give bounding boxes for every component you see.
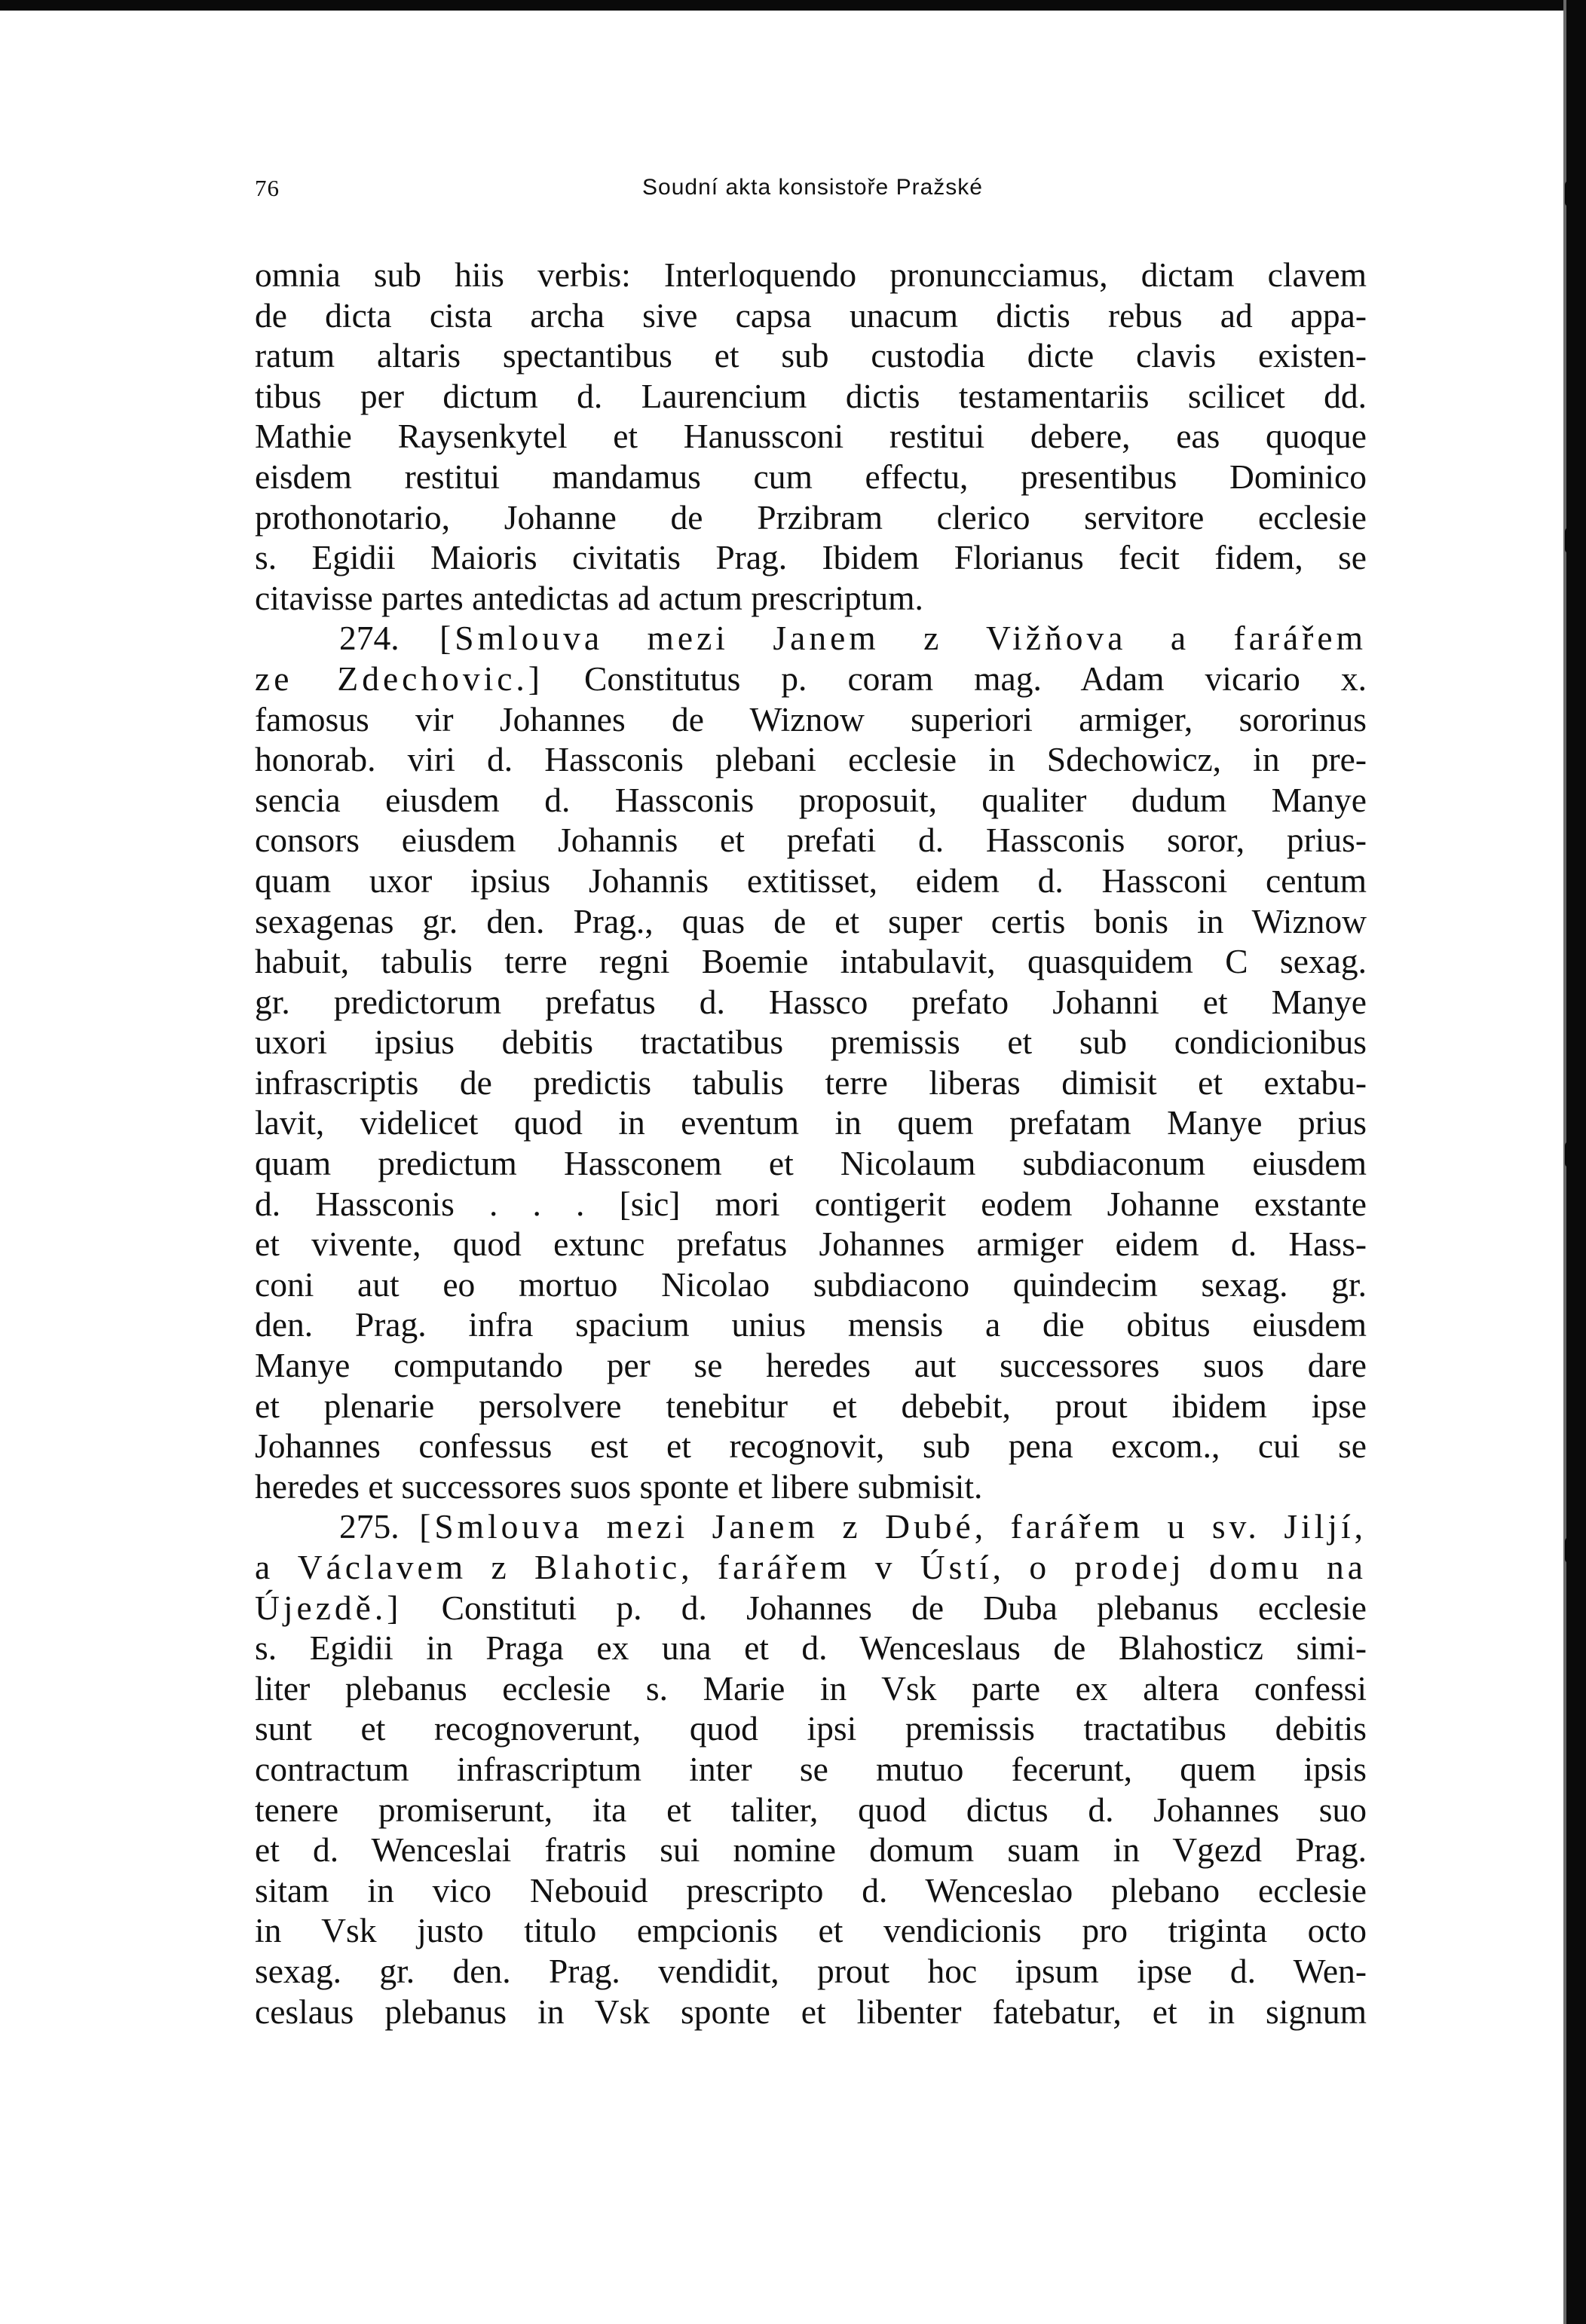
entry-text: Constitutus p. coram mag. Adam vicario x.: [583, 659, 1367, 698]
entry-heading-274: [255, 618, 1367, 659]
text-line: contractum infrascriptum inter se mutuo fecerunt, quem ipsis: [255, 1749, 1367, 1788]
binding-mark: [1565, 1142, 1572, 1167]
entry-number: 274.: [339, 619, 400, 658]
text-line: citavisse partes antedictas ad actum prescriptum.: [255, 578, 923, 617]
text-line: habuit, tabulis terre regni Boemie intabulavit, quasquidem C sexag.: [255, 942, 1367, 981]
scan-border-top: [0, 0, 1586, 11]
entry-heading-274-cont: [255, 659, 1367, 699]
entry-title: a Václavem z Blahotic, farářem v Ústí, o prodej domu na: [255, 1548, 1367, 1586]
entry-heading-275-end: [255, 1588, 1367, 1628]
text-line: coni aut eo mortuo Nicolao subdiacono quindecim sexag. gr.: [255, 1264, 1367, 1304]
text-line: uxori ipsius debitis tractatibus premissis et sub condicionibus: [255, 1023, 1367, 1062]
entry-text: Constituti p. d. Johannes de Duba plebanus ecclesie: [441, 1588, 1367, 1627]
text-line: gr. predictorum prefatus d. Hassco prefato Johanni et Manye: [255, 982, 1367, 1021]
text-line: in Vsk justo titulo empcionis et vendicionis pro triginta octo: [255, 1911, 1367, 1950]
text-line: sexag. gr. den. Prag. vendidit, prout hoc ipsum ipse d. Wen-: [255, 1951, 1367, 1990]
text-line: quam predictum Hassconem et Nicolaum subdiaconum eiusdem: [255, 1144, 1367, 1183]
text-line: Mathie Raysenkytel et Hanussconi restitui debere, eas quoque: [255, 417, 1367, 456]
text-line: s. Egidii in Praga ex una et d. Wenceslaus de Blahosticz simi-: [255, 1628, 1367, 1668]
text-line: tibus per dictum d. Laurencium dictis testamentariis scilicet dd.: [255, 376, 1367, 415]
entry-title: ze Zdechovic.]: [255, 659, 543, 698]
page-body: [255, 255, 1367, 2032]
entry-number: 275.: [339, 1507, 400, 1546]
binding-mark: [1565, 1537, 1572, 1563]
text-line: prothonotario, Johanne de Przibram clerico servitore ecclesie: [255, 497, 1367, 537]
entry-title: [Smlouva mezi Janem z Dubé, farářem u sv. Jiljí,: [419, 1507, 1367, 1546]
binding-mark: [1565, 527, 1572, 553]
text-line: tenere promiserunt, ita et taliter, quod dictus d. Johannes suo: [255, 1790, 1367, 1829]
text-line: ratum altaris spectantibus et sub custodia dicte clavis existen-: [255, 336, 1367, 375]
text-line: et plenarie persolvere tenebitur et debebit, prout ibidem ipse: [255, 1386, 1367, 1425]
text-line: famosus vir Johannes de Wiznow superiori armiger, sororinus: [255, 699, 1367, 738]
entry-heading-275: [255, 1506, 1367, 1547]
text-line: infrascriptis de predictis tabulis terre liberas dimisit et extabu-: [255, 1063, 1367, 1102]
text-line: ceslaus plebanus in Vsk sponte et libenter fatebatur, et in signum: [255, 1992, 1367, 2031]
binding-mark: [1565, 181, 1572, 206]
entry-heading-275-cont: [255, 1547, 1367, 1588]
text-line: sitam in vico Nebouid prescripto d. Wenceslao plebano ecclesie: [255, 1870, 1367, 1910]
text-line: sunt et recognoverunt, quod ipsi premissis tractatibus debitis: [255, 1709, 1367, 1748]
text-line: quam uxor ipsius Johannis extitisset, eidem d. Hassconi centum: [255, 861, 1367, 900]
text-line: et d. Wenceslai fratris sui nomine domum suam in Vgezd Prag.: [255, 1830, 1367, 1870]
text-line: honorab. viri d. Hassconis plebani ecclesie in Sdechowicz, in pre-: [255, 740, 1367, 779]
text-line: d. Hassconis . . . [sic] mori contigerit eodem Johanne exstante: [255, 1184, 1367, 1223]
text-line: sencia eiusdem d. Hassconis proposuit, qualiter dudum Manye: [255, 780, 1367, 819]
text-line: Johannes confessus est et recognovit, sub pena excom., cui se: [255, 1427, 1367, 1466]
text-line: s. Egidii Maioris civitatis Prag. Ibidem Florianus fecit fidem, se: [255, 538, 1367, 577]
entry-title: Újezdě.]: [255, 1588, 403, 1627]
text-line: heredes et successores suos sponte et libere submisit.: [255, 1466, 983, 1506]
page-header: [255, 175, 1370, 209]
text-line: eisdem restitui mandamus cum effectu, presentibus Dominico: [255, 457, 1367, 496]
text-line: liter plebanus ecclesie s. Marie in Vsk parte ex altera confessi: [255, 1668, 1367, 1708]
text-line: sexagenas gr. den. Prag., quas de et super certis bonis in Wiznow: [255, 901, 1367, 940]
text-line: den. Prag. infra spacium unius mensis a die obitus eiusdem: [255, 1305, 1367, 1344]
text-line: consors eiusdem Johannis et prefati d. Hassconis soror, prius-: [255, 821, 1367, 860]
text-line: de dicta cista archa sive capsa unacum dictis rebus ad appa-: [255, 295, 1367, 335]
page-number: 76: [255, 175, 280, 201]
text-line: lavit, videlicet quod in eventum in quem prefatam Manye prius: [255, 1103, 1367, 1142]
entry-title: [Smlouva mezi Janem z Vižňova a farářem: [439, 619, 1367, 658]
text-line: omnia sub hiis verbis: Interloquendo pronuncciamus, dictam clavem: [255, 255, 1367, 294]
text-line: Manye computando per se heredes aut successores suos dare: [255, 1346, 1367, 1385]
text-line: et vivente, quod extunc prefatus Johannes armiger eidem d. Hass-: [255, 1225, 1367, 1264]
running-title: Soudní akta konsistoře Pražské: [642, 175, 983, 200]
